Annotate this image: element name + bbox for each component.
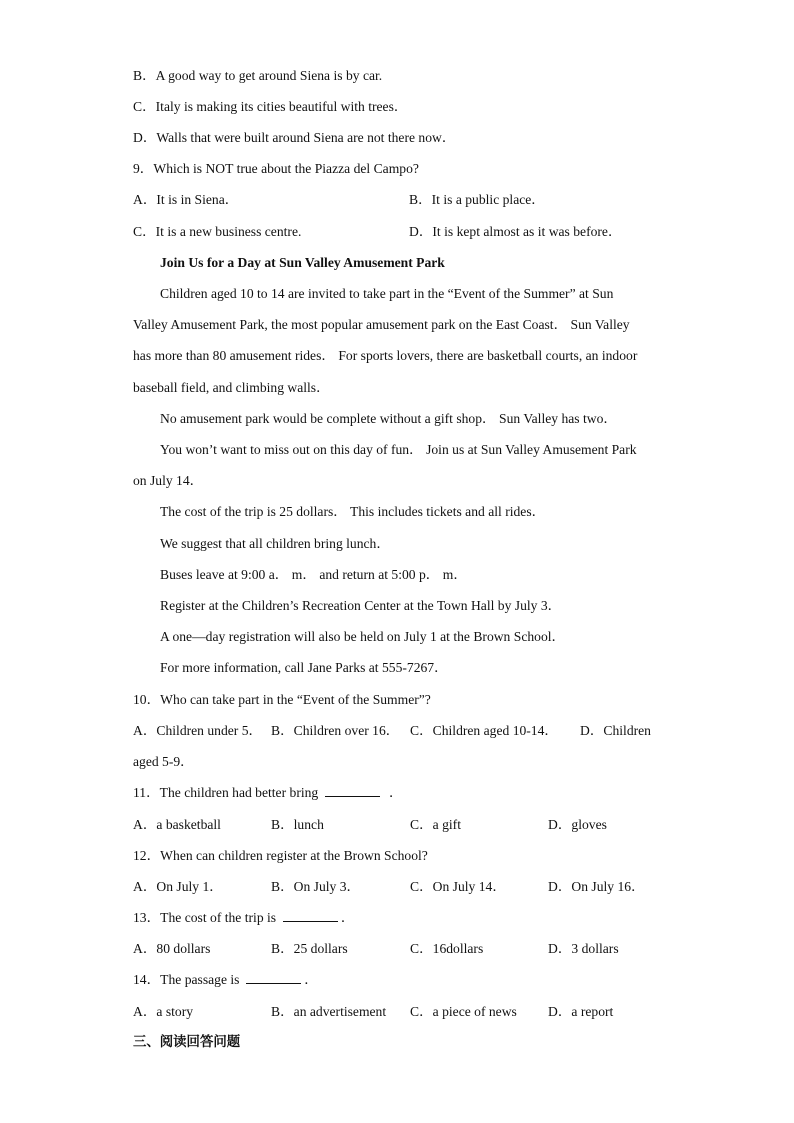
q11-question — [133, 784, 403, 802]
q14-answer-blank — [246, 971, 301, 984]
q13-question-end: ． — [340, 910, 355, 925]
passage-p2: No amusement park would be complete without a gift shop． Sun Valley has two． — [160, 411, 617, 426]
q13-option-b: B．25 dollars — [271, 941, 348, 956]
q12-option-d: D．On July 16． — [548, 879, 645, 894]
q9-option-b: B．It is a public place． — [409, 192, 545, 207]
q13-question — [133, 909, 355, 927]
q8-option-d: D．Walls that were built around Siena are not there now． — [133, 130, 456, 145]
q11-question-end: ． — [389, 785, 403, 800]
passage-p3-line-2: on July 14． — [133, 473, 204, 488]
q14-option-b: B．an advertisement — [271, 1004, 387, 1019]
passage-p8: A one—day registration will also be held on July 1 at the Brown School． — [160, 629, 566, 644]
q12-option-c: C．On July 14． — [410, 879, 506, 894]
q13-option-a: A．80 dollars — [133, 941, 211, 956]
q13-answer-blank — [283, 909, 338, 922]
passage-p1-line-1: Children aged 10 to 14 are invited to take part in the “Event of the Summer” at Sun — [160, 286, 614, 301]
passage-title: Join Us for a Day at Sun Valley Amusement Park — [160, 255, 445, 270]
q10-option-d-line-1: D．Children — [580, 723, 651, 738]
passage-p1-line-4: baseball field, and climbing walls． — [133, 380, 330, 395]
q13-option-d: D．3 dollars — [548, 941, 619, 956]
q14-option-d: D．a report — [548, 1004, 614, 1019]
passage-p3-line-1: You won’t want to miss out on this day of fun． Join us at Sun Valley Amusement Park — [160, 442, 637, 457]
q13-question-text: 13．The cost of the trip is — [133, 910, 277, 925]
q8-option-c: C．Italy is making its cities beautiful with trees． — [133, 99, 408, 114]
q10-option-d-line-2: aged 5-9． — [133, 754, 194, 769]
q12-option-b: B．On July 3． — [271, 879, 361, 894]
q11-option-a: A．a basketball — [133, 817, 221, 832]
q10-option-c: C．Children aged 10-14． — [410, 723, 558, 738]
passage-p6: Buses leave at 9:00 a． m． and return at 5:00 p． m． — [160, 567, 467, 582]
q11-option-b: B．lunch — [271, 817, 324, 832]
q12-question: 12．When can children register at the Brown School? — [133, 848, 428, 863]
q9-option-a: A．It is in Siena． — [133, 192, 239, 207]
section-3-heading: 三、阅读回答问题 — [133, 1035, 241, 1050]
q9-option-d: D．It is kept almost as it was before． — [409, 224, 622, 239]
passage-p5: We suggest that all children bring lunch． — [160, 536, 390, 551]
q14-option-a: A．a story — [133, 1004, 194, 1019]
q11-answer-blank — [325, 784, 380, 797]
passage-p1-line-2: Valley Amusement Park, the most popular amusement park on the East Coast． Sun Valley — [133, 317, 630, 332]
q13-option-c: C．16dollars — [410, 941, 484, 956]
q10-option-b: B．Children over 16． — [271, 723, 400, 738]
q11-option-c: C．a gift — [410, 817, 461, 832]
q9-option-c: C．It is a new business centre. — [133, 224, 302, 239]
passage-p7: Register at the Children’s Recreation Center at the Town Hall by July 3． — [160, 598, 562, 613]
q14-option-c: C．a piece of news — [410, 1004, 517, 1019]
passage-p1-line-3: has more than 80 amusement rides． For sports lovers, there are basketball courts, an indoor — [133, 348, 638, 363]
passage-p9: For more information, call Jane Parks at 555-7267． — [160, 660, 448, 675]
q12-option-a: A．On July 1． — [133, 879, 223, 894]
q14-question — [133, 971, 318, 989]
passage-p4: The cost of the trip is 25 dollars． This includes tickets and all rides． — [160, 504, 546, 519]
q10-option-a: A．Children under 5． — [133, 723, 263, 738]
q8-option-b: B．A good way to get around Siena is by car. — [133, 68, 383, 83]
q14-question-text: 14．The passage is — [133, 972, 240, 987]
q14-question-end: ． — [304, 972, 318, 987]
q11-option-d: D．gloves — [548, 817, 607, 832]
q9-question: 9．Which is NOT true about the Piazza del Campo? — [133, 161, 419, 176]
q11-question-text: 11．The children had better bring — [133, 785, 319, 800]
q10-question: 10．Who can take part in the “Event of the Summer”? — [133, 692, 431, 707]
